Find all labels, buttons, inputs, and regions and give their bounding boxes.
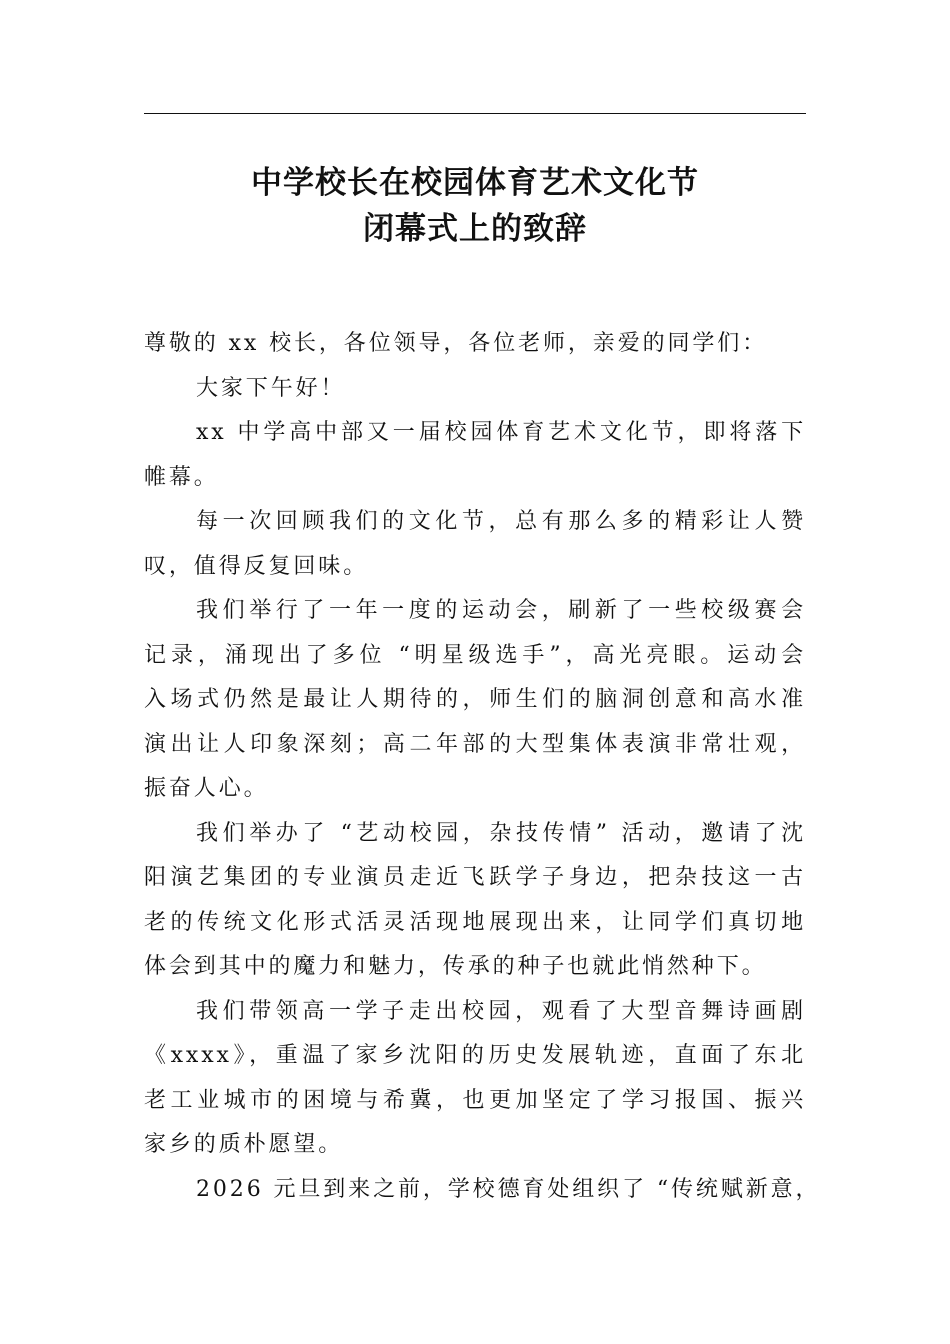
document-title — [144, 160, 806, 252]
paragraph-3 — [144, 589, 806, 812]
paragraph-line: 叹，值得反复回味。 — [144, 553, 369, 579]
paragraph-line: 家乡的质朴愿望。 — [144, 1132, 344, 1157]
paragraph-5 — [144, 990, 806, 1168]
paragraph-line: 阳演艺集团的专业演员走近飞跃学子身边，把杂技这一古 — [144, 865, 806, 890]
title-line-2: 闭幕式上的致辞 — [363, 211, 587, 247]
paragraph-2 — [144, 500, 806, 589]
greeting: 大家下午好！ — [196, 375, 346, 401]
paragraph-4 — [144, 812, 806, 990]
document-body — [144, 322, 821, 1212]
paragraph-line: 帷幕。 — [144, 464, 219, 490]
paragraph-line: 《xxxx》，重温了家乡沈阳的历史发展轨迹，直面了东北 — [144, 1043, 806, 1068]
paragraph-line: 每一次回顾我们的文化节，总有那么多的精彩让人赞 — [196, 509, 806, 534]
paragraph-line: 我们带领高一学子走出校园，观看了大型音舞诗画剧 — [196, 998, 806, 1024]
paragraph-line: 我们举办了 “艺动校园，杂技传情” 活动，邀请了沈 — [196, 820, 806, 846]
paragraph-line: 入场式仍然是最让人期待的，师生们的脑洞创意和高水准 — [144, 687, 806, 712]
paragraph-line: 振奋人心。 — [144, 776, 269, 801]
title-line-1: 中学校长在校园体育艺术文化节 — [251, 165, 699, 201]
paragraph-line: 体会到其中的魔力和魅力，传承的种子也就此悄然种下。 — [144, 954, 767, 979]
paragraph-line: 记录，涌现出了多位 “明星级选手”，高光亮眼。运动会 — [144, 642, 806, 668]
salutation: 尊敬的 xx 校长，各位领导，各位老师，亲爱的同学们： — [144, 331, 768, 356]
paragraph-1 — [144, 411, 806, 500]
paragraph-line: xx 中学高中部又一届校园体育艺术文化节，即将落下 — [196, 420, 806, 445]
paragraph-line: 老工业城市的困境与希冀，也更加坚定了学习报国、振兴 — [144, 1087, 806, 1113]
paragraph-6 — [144, 1168, 821, 1213]
header-rule — [144, 113, 806, 114]
paragraph-line: 老的传统文化形式活灵活现地展现出来，让同学们真切地 — [144, 909, 806, 935]
paragraph-line: 2026 元旦到来之前，学校德育处组织了 “传统赋新意， — [196, 1176, 821, 1202]
paragraph-line: 我们举行了一年一度的运动会，刷新了一些校级赛会 — [196, 598, 806, 623]
paragraph-line: 演出让人印象深刻；高二年部的大型集体表演非常壮观， — [144, 731, 806, 757]
